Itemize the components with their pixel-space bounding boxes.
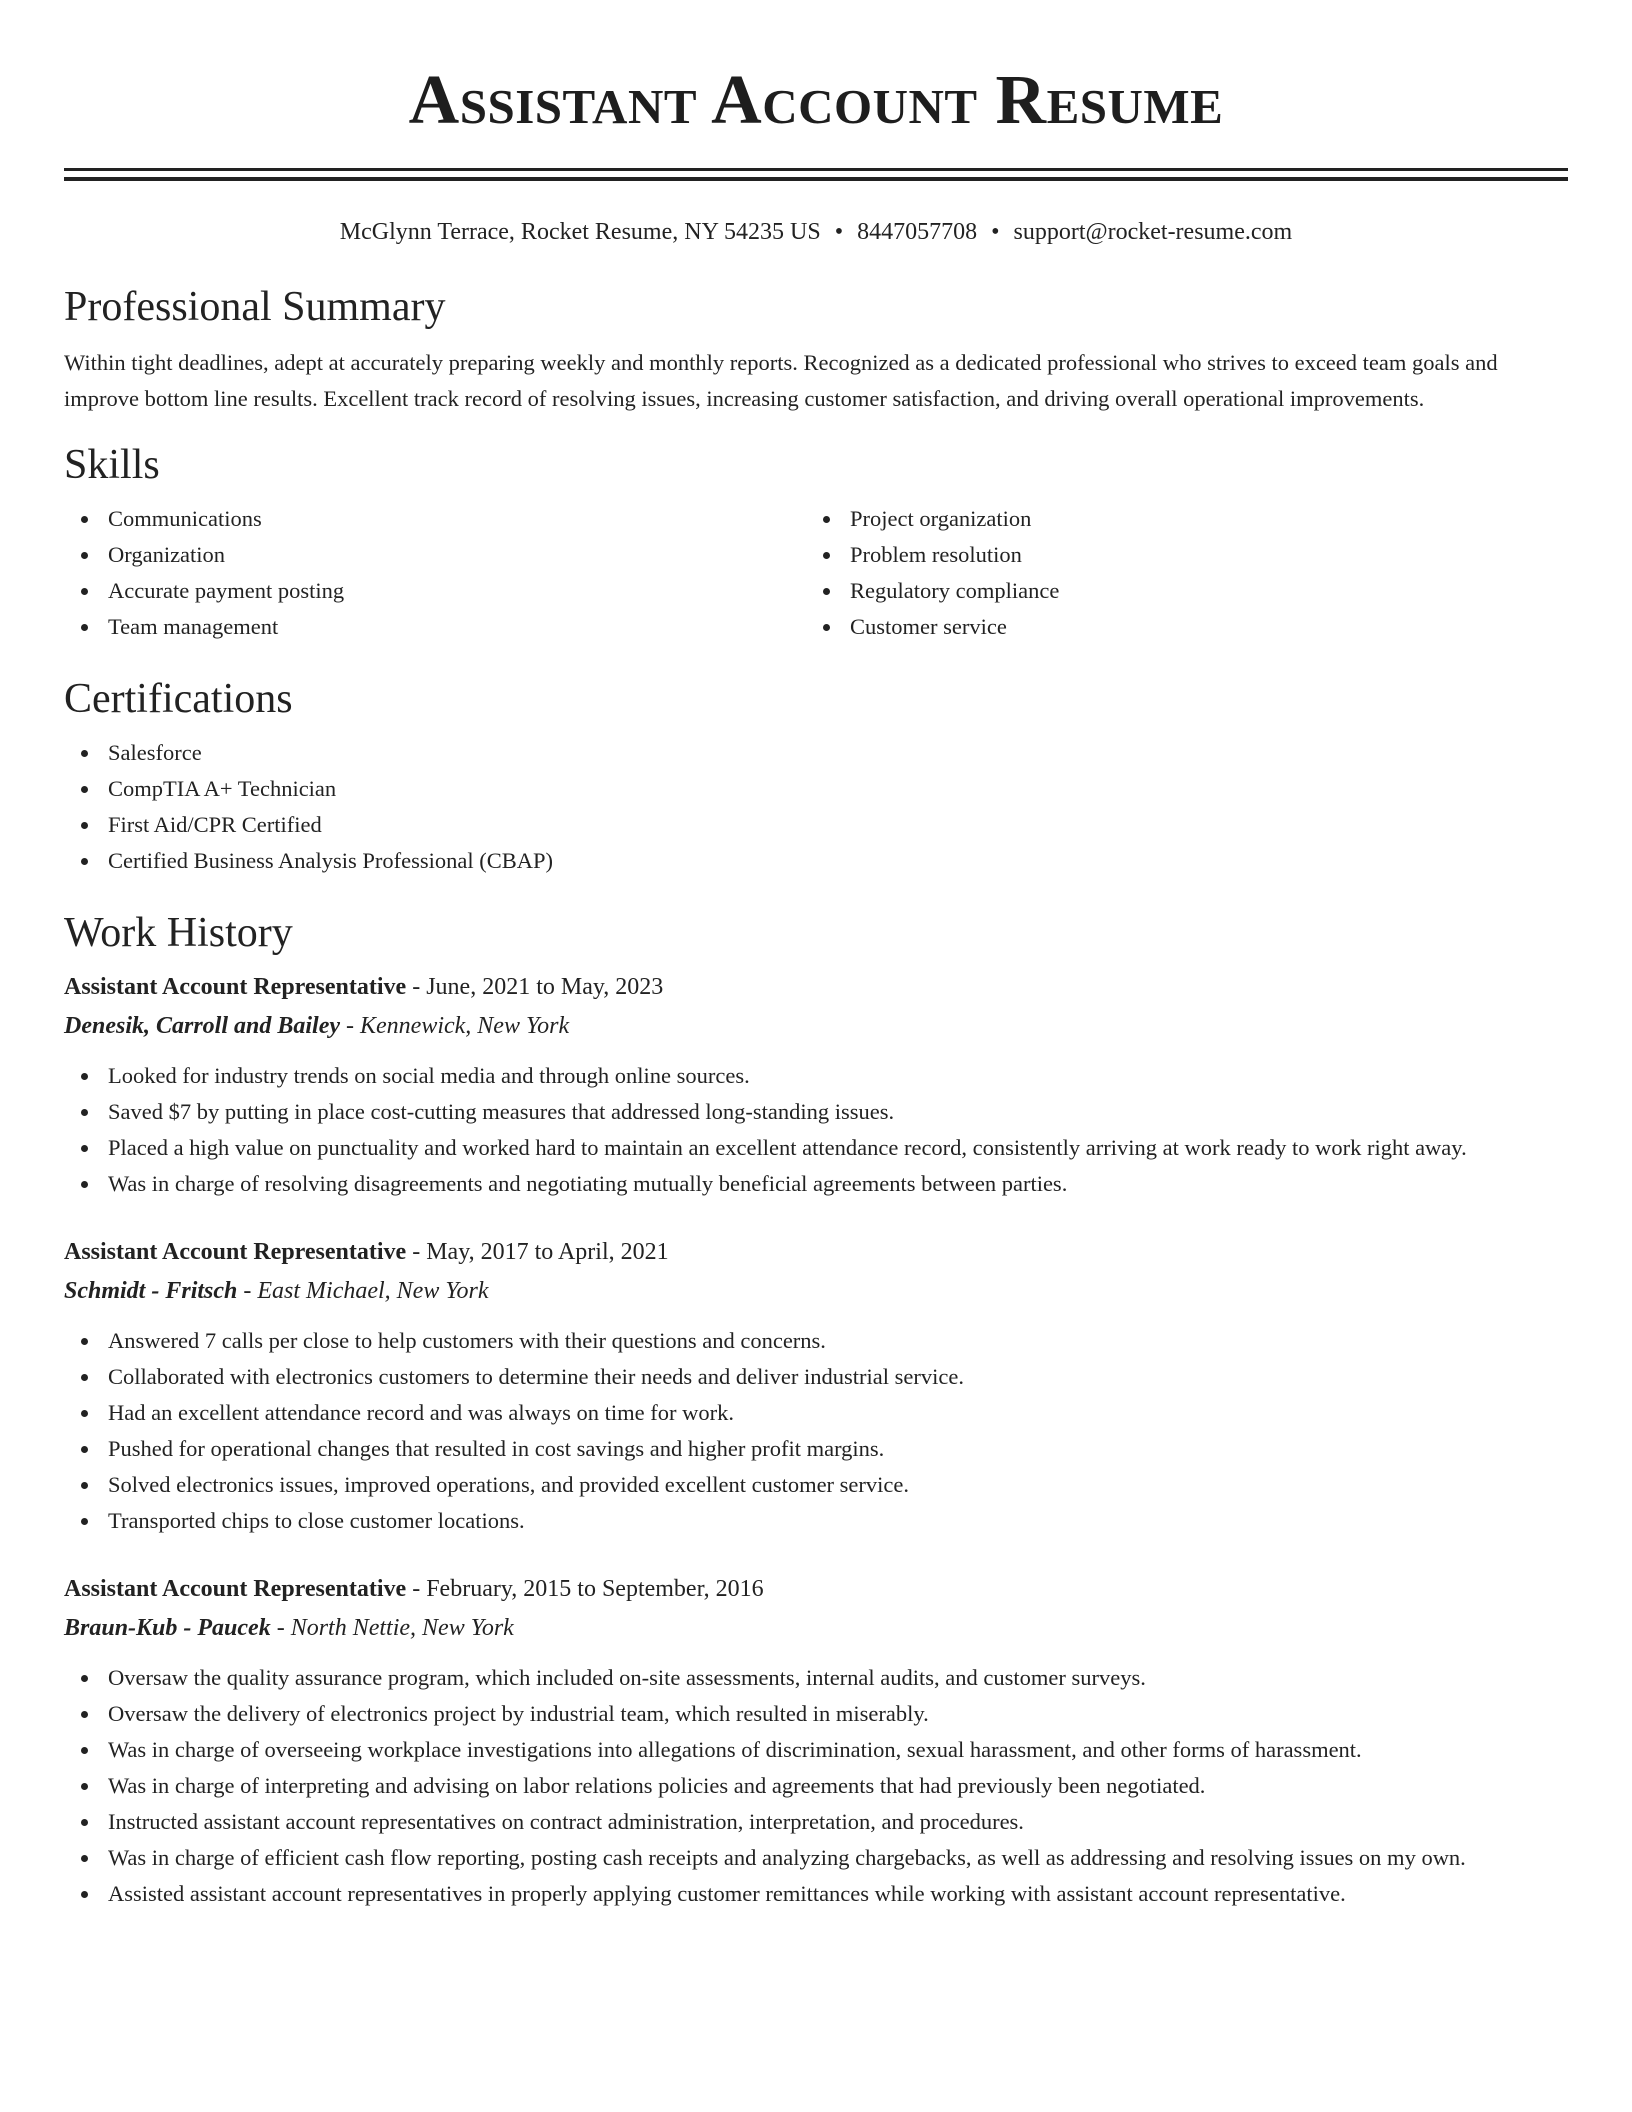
job-duty: Collaborated with electronics customers to determine their needs and deliver industrial service. (64, 1359, 1568, 1395)
certification-item: Certified Business Analysis Professional (CBAP) (64, 843, 1568, 879)
job-dates: - February, 2015 to September, 2016 (406, 1576, 764, 1602)
job-duty: Answered 7 calls per close to help customers with their questions and concerns. (64, 1323, 1568, 1359)
title-divider-top (64, 168, 1568, 171)
job-entry (64, 1571, 1568, 1912)
job-role: Assistant Account Representative (64, 1239, 407, 1265)
skill-item: Team management (64, 609, 806, 645)
skills-list-left (64, 501, 806, 645)
job-entry (64, 969, 1568, 1202)
certification-item: First Aid/CPR Certified (64, 807, 1568, 843)
skill-item: Problem resolution (806, 537, 1548, 573)
work-history-section (64, 907, 1568, 1912)
section-heading-certifications: Certifications (64, 676, 293, 722)
job-title-line (64, 1571, 1568, 1607)
job-duty: Was in charge of interpreting and advising on labor relations policies and agreements that had previously been negotiated. (64, 1768, 1568, 1804)
job-location: - Kennewick, New York (340, 1013, 570, 1039)
skill-item: Regulatory compliance (806, 573, 1548, 609)
job-duty: Had an excellent attendance record and was always on time for work. (64, 1395, 1568, 1431)
contact-separator: • (991, 219, 1000, 245)
contact-phone: 8447057708 (857, 219, 978, 245)
job-company: Schmidt - Fritsch (64, 1278, 238, 1304)
job-role: Assistant Account Representative (64, 974, 407, 1000)
skill-item: Customer service (806, 609, 1548, 645)
job-duty: Looked for industry trends on social media and through online sources. (64, 1058, 1568, 1094)
certifications-section (64, 673, 1568, 879)
job-duty: Placed a high value on punctuality and worked hard to maintain an excellent attendance record, consistently arriving at work ready to work right away. (64, 1130, 1568, 1166)
job-duty: Was in charge of resolving disagreements and negotiating mutually beneficial agreements between parties. (64, 1166, 1568, 1202)
certification-item: Salesforce (64, 735, 1568, 771)
job-location: - East Michael, New York (237, 1278, 489, 1304)
skill-item: Communications (64, 501, 806, 537)
job-company-line (64, 1008, 1568, 1044)
summary-text: Within tight deadlines, adept at accurately preparing weekly and monthly reports. Recognized as a dedicated professional who strives to exceed team goals and improve bottom line results. Excellent track record of resolving issues, increasing customer satisfaction, and driving overall operational improvements. (64, 350, 1498, 411)
job-duty: Oversaw the delivery of electronics project by industrial team, which resulted in miserably. (64, 1696, 1568, 1732)
job-duties-list (64, 1660, 1568, 1912)
contact-line (64, 217, 1568, 247)
contact-separator: • (834, 219, 844, 245)
job-duty: Solved electronics issues, improved operations, and provided excellent customer service. (64, 1467, 1568, 1503)
job-duty: Transported chips to close customer locations. (64, 1503, 1568, 1539)
contact-address: McGlynn Terrace, Rocket Resume, NY 54235 US (339, 219, 821, 245)
resume-title: Assistant Account Resume (408, 62, 1224, 139)
contact-email: support@rocket-resume.com (1013, 219, 1293, 245)
job-entry (64, 1234, 1568, 1539)
job-duty: Assisted assistant account representatives in properly applying customer remittances while working with assistant account representative. (64, 1876, 1568, 1912)
skills-grid (64, 501, 1568, 645)
certifications-list (64, 735, 1568, 879)
job-duty: Pushed for operational changes that resulted in cost savings and higher profit margins. (64, 1431, 1568, 1467)
certification-item: CompTIA A+ Technician (64, 771, 1568, 807)
title-divider-bottom (64, 177, 1568, 181)
skill-item: Organization (64, 537, 806, 573)
job-company: Braun-Kub - Paucek (64, 1615, 271, 1641)
skills-list-right (806, 501, 1548, 645)
job-dates: - June, 2021 to May, 2023 (406, 974, 664, 1000)
job-dates: - May, 2017 to April, 2021 (406, 1239, 669, 1265)
job-location: - North Nettie, New York (270, 1615, 514, 1641)
skill-item: Project organization (806, 501, 1548, 537)
job-company-line (64, 1610, 1568, 1646)
section-heading-summary: Professional Summary (64, 284, 446, 330)
job-duty: Was in charge of efficient cash flow reporting, posting cash receipts and analyzing chargebacks, as well as addressing and resolving issues on my own. (64, 1840, 1568, 1876)
job-title-line (64, 1234, 1568, 1270)
section-heading-work-history: Work History (64, 910, 293, 956)
skill-item: Accurate payment posting (64, 573, 806, 609)
job-title-line (64, 969, 1568, 1005)
job-duty: Oversaw the quality assurance program, which included on-site assessments, internal audits, and customer surveys. (64, 1660, 1568, 1696)
summary-section (64, 281, 1568, 417)
job-duties-list (64, 1323, 1568, 1539)
job-duty: Instructed assistant account representatives on contract administration, interpretation, and procedures. (64, 1804, 1568, 1840)
job-company: Denesik, Carroll and Bailey (64, 1013, 341, 1039)
job-duty: Saved $7 by putting in place cost-cutting measures that addressed long-standing issues. (64, 1094, 1568, 1130)
job-role: Assistant Account Representative (64, 1576, 407, 1602)
job-duties-list (64, 1058, 1568, 1202)
job-company-line (64, 1273, 1568, 1309)
section-heading-skills: Skills (64, 442, 160, 488)
skills-section (64, 439, 1568, 645)
job-duty: Was in charge of overseeing workplace investigations into allegations of discrimination, sexual harassment, and other forms of harassment. (64, 1732, 1568, 1768)
